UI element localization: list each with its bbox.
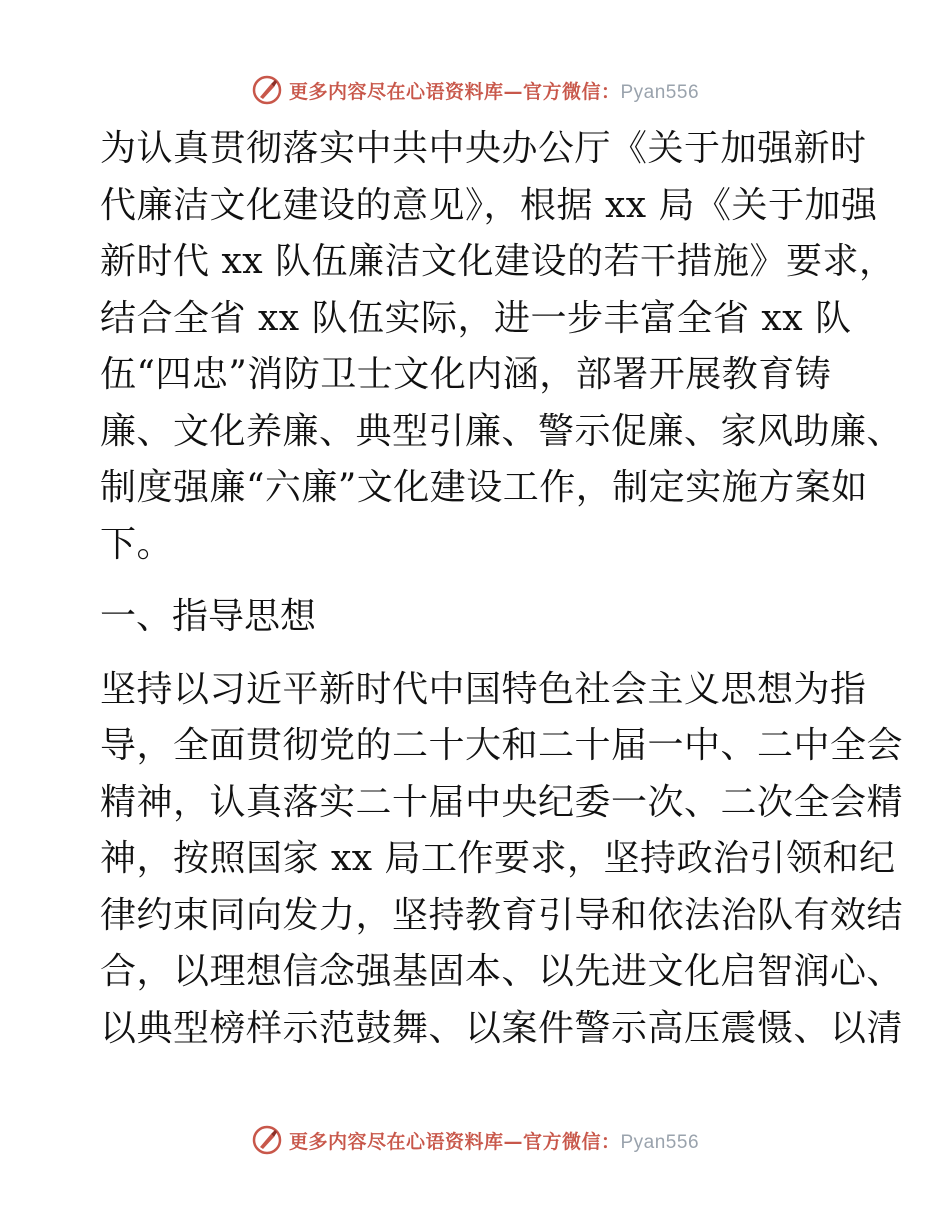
body-paragraph (100, 662, 904, 1058)
pen-logo-icon (251, 74, 283, 106)
document-body (100, 121, 904, 1057)
text-line: 结合全省 xx 队伍实际，进一步丰富全省 xx 队 (100, 297, 852, 339)
watermark-text: 更多内容尽在心语资料库—官方微信：Pyan556 (288, 1130, 700, 1153)
text-line: 合，以理想信念强基固本、以先进文化启智润心、 (100, 951, 904, 992)
text-line: 神，按照国家 xx 局工作要求，坚持政治引领和纪 (100, 838, 896, 879)
text-line: 制度强廉“六廉”文化建设工作，制定实施方案如 (100, 467, 868, 508)
intro-paragraph (100, 121, 904, 573)
text-line: 新时代 xx 队伍廉洁文化建设的若干措施》要求， (100, 241, 896, 282)
section-heading: 一、指导思想 (100, 596, 317, 637)
text-line: 坚持以习近平新时代中国特色社会主义思想为指 (100, 668, 867, 710)
text-line: 廉、文化养廉、典型引廉、警示促廉、家风助廉、 (100, 410, 904, 452)
text-line: 导，全面贯彻党的二十大和二十届一中、二中全会 (100, 725, 904, 766)
footer-watermark (0, 1120, 950, 1160)
text-line: 代廉洁文化建设的意见》，根据 xx 局《关于加强 (100, 184, 878, 226)
text-line: 伍“四忠”消防卫士文化内涵，部署开展教育铸 (100, 354, 832, 395)
watermark-text: 更多内容尽在心语资料库—官方微信：Pyan556 (288, 80, 700, 103)
pen-logo-icon (251, 1124, 283, 1156)
text-line: 以典型榜样示范鼓舞、以案件警示高压震慑、以清 (100, 1007, 904, 1049)
text-line: 下。 (100, 523, 174, 565)
header-watermark (0, 70, 950, 110)
text-line: 为认真贯彻落实中共中央办公厅《关于加强新时 (100, 128, 867, 169)
text-line: 精神，认真落实二十届中央纪委一次、二次全会精 (100, 781, 904, 823)
text-line: 律约束同向发力，坚持教育引导和依法治队有效结 (100, 894, 904, 936)
